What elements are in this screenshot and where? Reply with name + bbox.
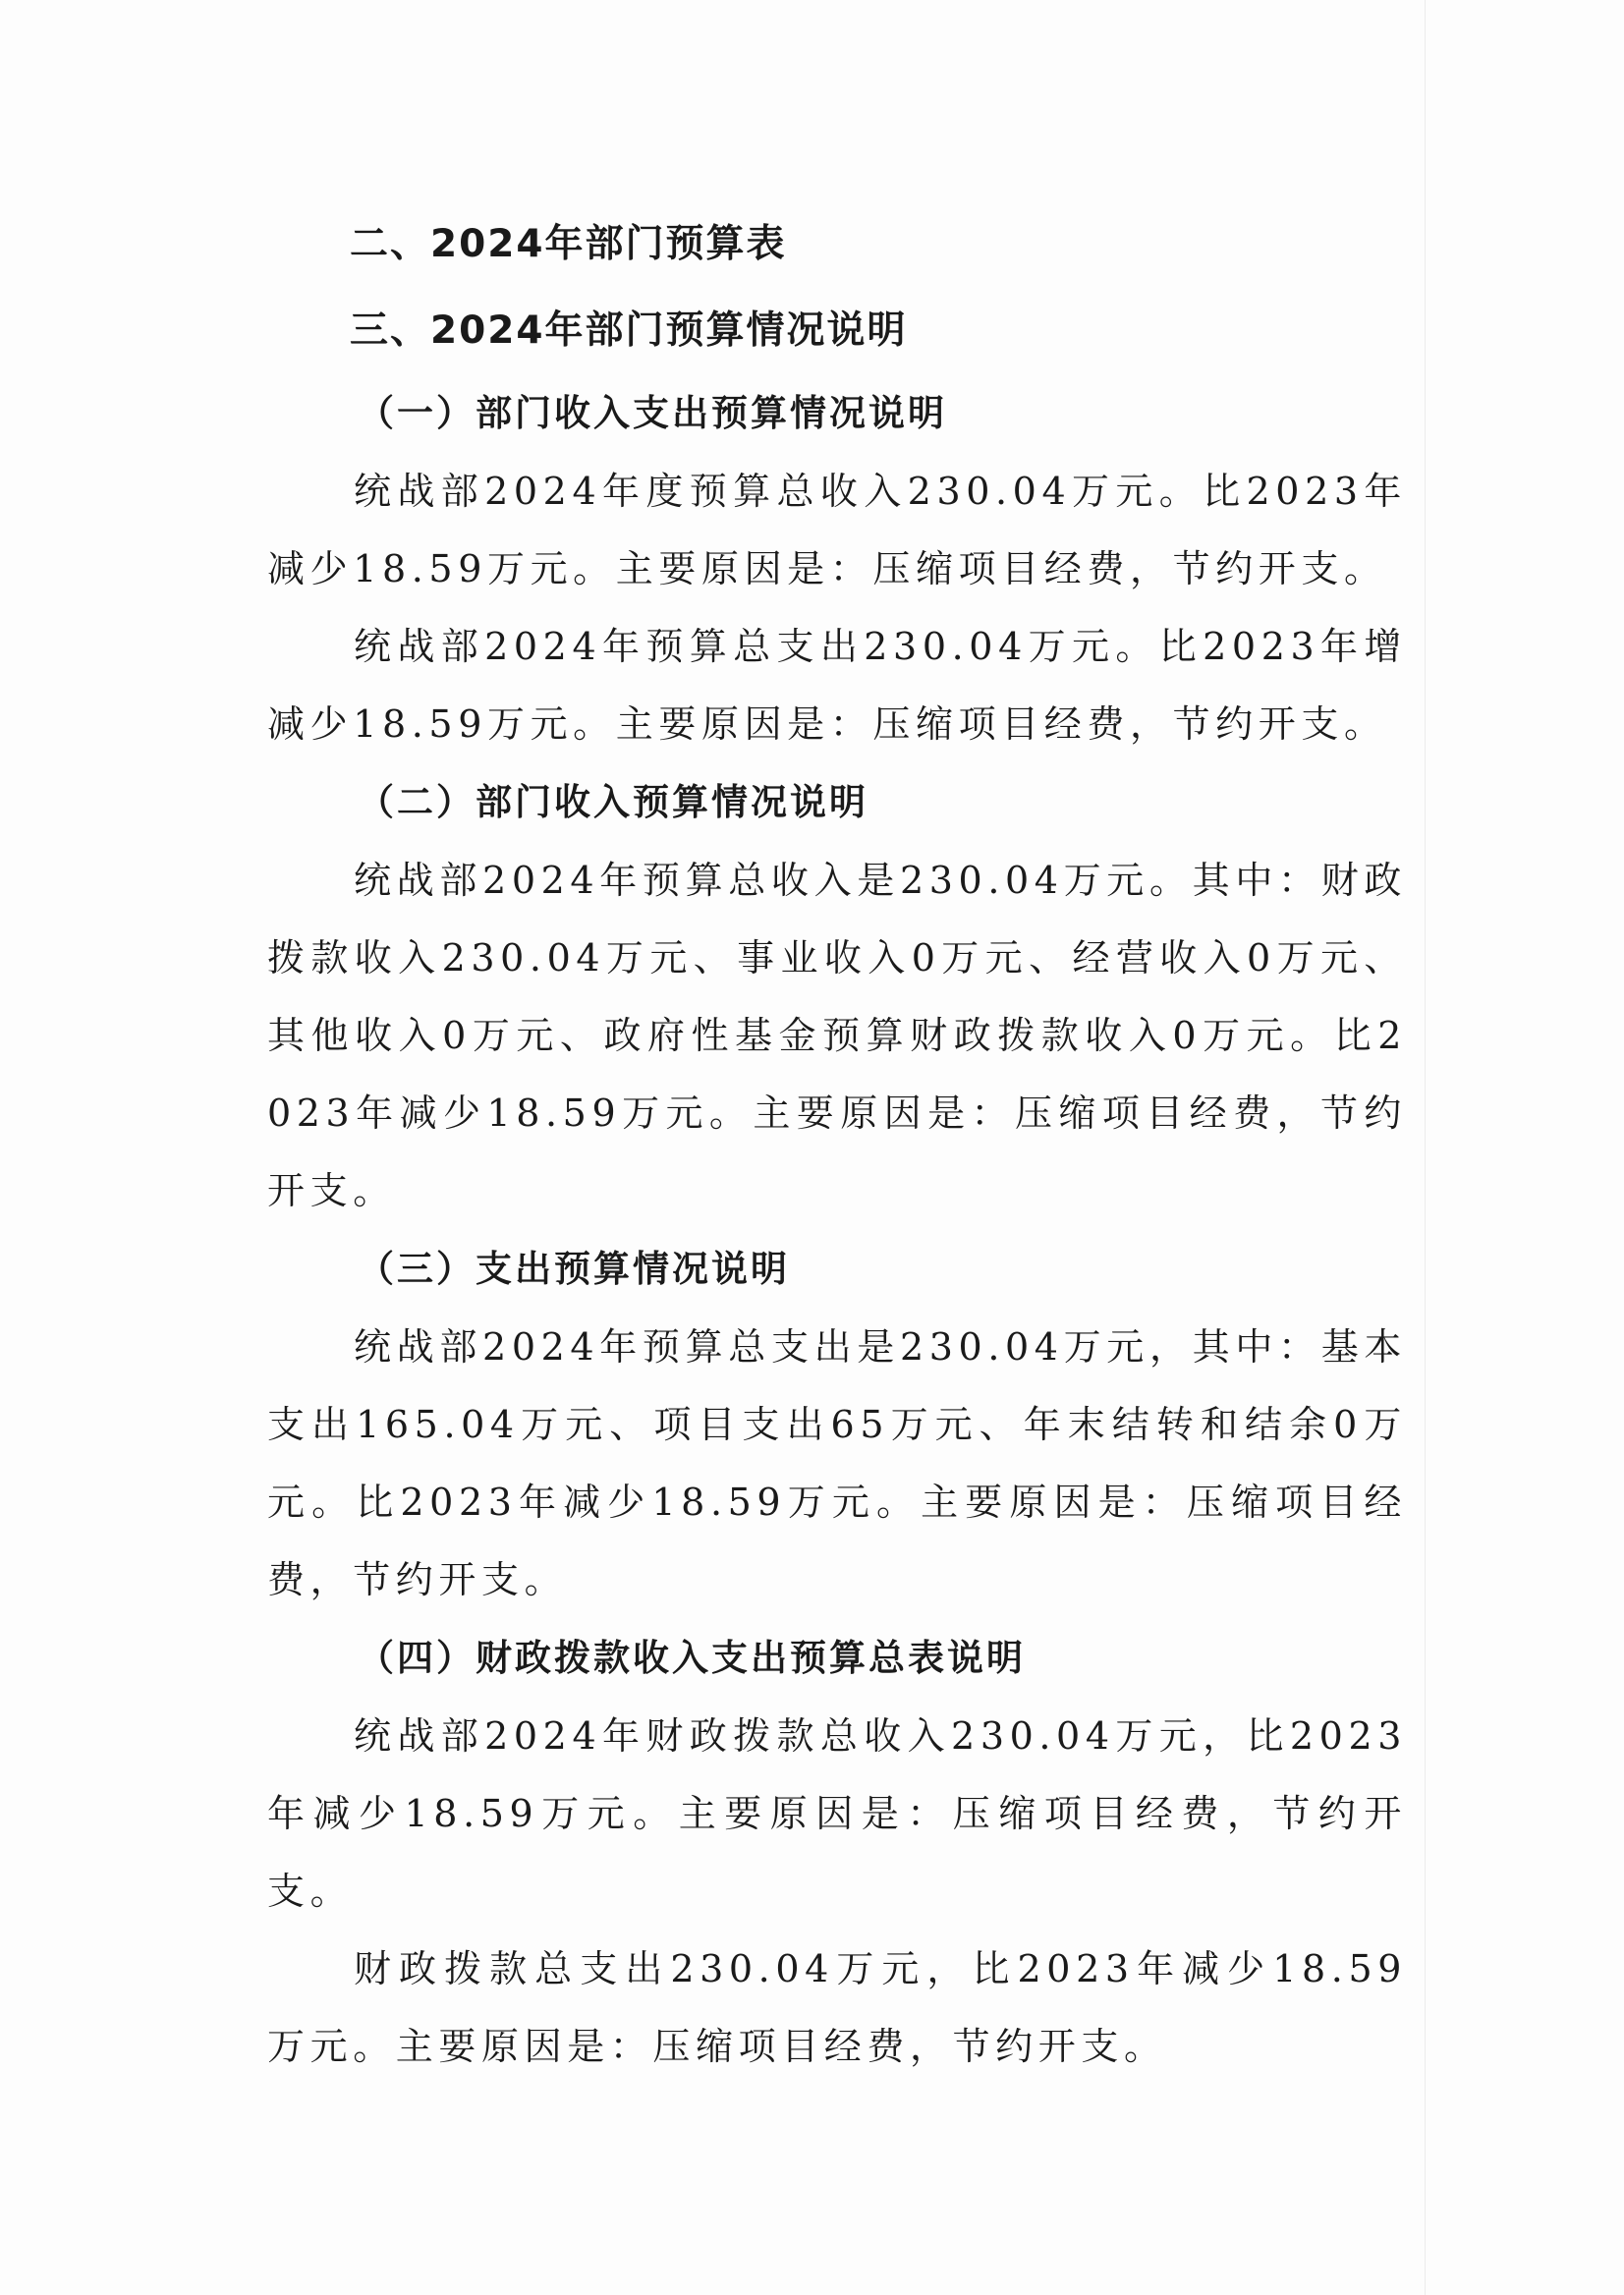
section-1-paragraph-2: 统战部2024年预算总支出230.04万元。比2023年增减少18.59万元。主要原因是：压缩项目经费，节约开支。 <box>267 625 1407 746</box>
section-4-paragraph-1: 统战部2024年财政拨款总收入230.04万元，比2023年减少18.59万元。主要原因是：压缩项目经费，节约开支。 <box>267 1714 1407 1913</box>
section-3-title: （三）支出预算情况说明 <box>358 1248 790 1290</box>
document-body <box>267 201 1407 2086</box>
heading-budget-tables: 二、2024年部门预算表 <box>350 222 787 266</box>
section-2-title: （二）部门收入预算情况说明 <box>358 781 868 823</box>
section-3-paragraph-1: 统战部2024年预算总支出是230.04万元，其中：基本支出165.04万元、项目支出65万元、年末结转和结余0万元。比2023年减少18.59万元。主要原因是：压缩项目经费，节约开支。 <box>267 1325 1407 1601</box>
section-4 <box>267 1619 1407 2086</box>
section-1-paragraph-1: 统战部2024年度预算总收入230.04万元。比2023年减少18.59万元。主要原因是：压缩项目经费，节约开支。 <box>267 470 1407 590</box>
section-2 <box>267 763 1407 1230</box>
section-1-title: （一）部门收入支出预算情况说明 <box>358 392 947 434</box>
section-1 <box>267 374 1407 763</box>
section-4-paragraph-2: 财政拨款总支出230.04万元，比2023年减少18.59万元。主要原因是：压缩项目经费，节约开支。 <box>267 1947 1407 2068</box>
heading-budget-explanation: 三、2024年部门预算情况说明 <box>350 308 908 353</box>
section-4-title: （四）财政拨款收入支出预算总表说明 <box>358 1637 1026 1679</box>
scan-edge-line <box>1425 0 1426 2295</box>
section-3 <box>267 1230 1407 1619</box>
section-2-paragraph-1: 统战部2024年预算总收入是230.04万元。其中：财政拨款收入230.04万元、事业收入0万元、经营收入0万元、其他收入0万元、政府性基金预算财政拨款收入0万元。比2023年减少18.59万元。主要原因是：压缩项目经费，节约开支。 <box>267 859 1407 1212</box>
